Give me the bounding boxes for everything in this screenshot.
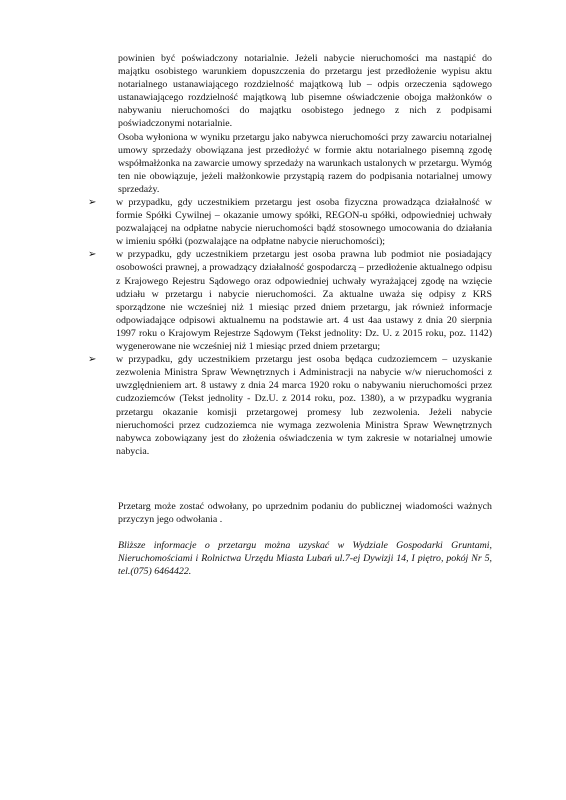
arrow-bullet-icon: ➢ [88,354,97,366]
arrow-bullet-icon: ➢ [88,249,97,261]
cancellation-note [118,500,492,526]
list-item-legal-entity [88,248,492,353]
list-item-text: w przypadku, gdy uczestnikiem przetargu jest osoba będąca cudzoziemcem – uzyskanie zezwolenia Ministra Spraw Wewnętrznych i Administracji na nabycie w/w nieruchomości z uwzględnieniem art. 8 ustawy z dnia 24 marca 1920 roku o nabywaniu nieruchomości przez cudzoziemców (Tekst jednolity - Dz.U. z 2014 roku, poz. 1380), a w przypadku wygrania przetargu okazanie komisji przetargowej promesy lub zezwolenia. Jeżeli nabycie nieruchomości przez cudzoziemca nie wymaga zezwolenia Ministra Spraw Wewnętrznych nabywca zobowiązany jest do złożenia oświadczenia w tym zakresie w notarialnej umowie nabycia. [116,354,492,457]
intro-paragraph-spouse-consent: Osoba wyłoniona w wyniku przetargu jako nabywca nieruchomości przy zawarciu notarialnej umowy sprzedaży obowiązana jest przedłożyć w formie aktu notarialnego pisemną zgodę współmałżonka na zawarcie umowy sprzedaży na warunkach ustalonych w przetargu. Wymóg ten nie obowiązuje, jeżeli małżonkowie przystąpią razem do podpisania notarialnej umowy sprzedaży. [118,131,492,195]
list-item-text: w przypadku, gdy uczestnikiem przetargu jest osoba prawna lub podmiot nie posiadający osobowości prawnej, a prowadzący działalność gospodarczą – przedłożenie aktualnego odpisu z Krajowego Rejestru Sądowego oraz odpowiedniej uchwały wyrażającej zgodę na wzięcie udziału w przetargu i nabycie nieruchomości. Za aktualne uważa się odpisy z KRS sporządzone nie wcześniej niż 1 miesiąc przed dniem przetargu, jak również informacje odpowiadające odpisowi aktualnemu na podstawie art. 4 ust 4aa ustawy z dnia 20 sierpnia 1997 roku o Krajowym Rejestrze Sądowym (Tekst jednolity: Dz. U. z 2015 roku, poz. 1142) wygenerowane nie wcześniej niż 1 miesiąc przed dniem przetargu; [116,249,492,353]
contact-info [118,539,492,578]
requirements-list [88,196,492,458]
list-item-civil-partnership [88,196,492,248]
intro-paragraph-notarial: powinien być poświadczony notarialnie. Jeżeli nabycie nieruchomości ma nastąpić do majątku osobistego warunkiem dopuszczenia do przetargu jest przedłożenie wypisu aktu notarialnego ustanawiającego rozdzielność majątkową lub – odpis orzeczenia sądowego ustanawiającego rozdzielność majątkową lub pisemne oświadczenie obojga małżonków o nabywaniu nieruchomości do majątku osobistego jednego z nich z podpisami poświadczonymi notarialnie. [118,53,492,130]
arrow-bullet-icon: ➢ [88,197,97,208]
list-item-foreigner [88,353,492,458]
list-item-text: w przypadku, gdy uczestnikiem przetargu jest osoba fizyczna prowadząca działalność w formie Spółki Cywilnej – okazanie umowy spółki, REGON-u spółki, odpowiedniej uchwały pozwalającej na odpłatne nabycie nieruchomości bądź stosownego umocowania do działania w imieniu spółki (pozwalające na odpłatne nabycie nieruchomości); [116,197,492,248]
cancellation-paragraph: Przetarg może zostać odwołany, po uprzednim podaniu do publicznej wiadomości ważnych przyczyn jego odwołania . [118,501,492,526]
intro-section [118,52,492,196]
contact-paragraph: Bliższe informacje o przetargu można uzyskać w Wydziale Gospodarki Gruntami, Nieruchomościami i Rolnictwa Urzędu Miasta Lubań ul.7-ej Dywizji 14, I piętro, pokój Nr 5, tel.(075) 6464422. [118,540,492,578]
